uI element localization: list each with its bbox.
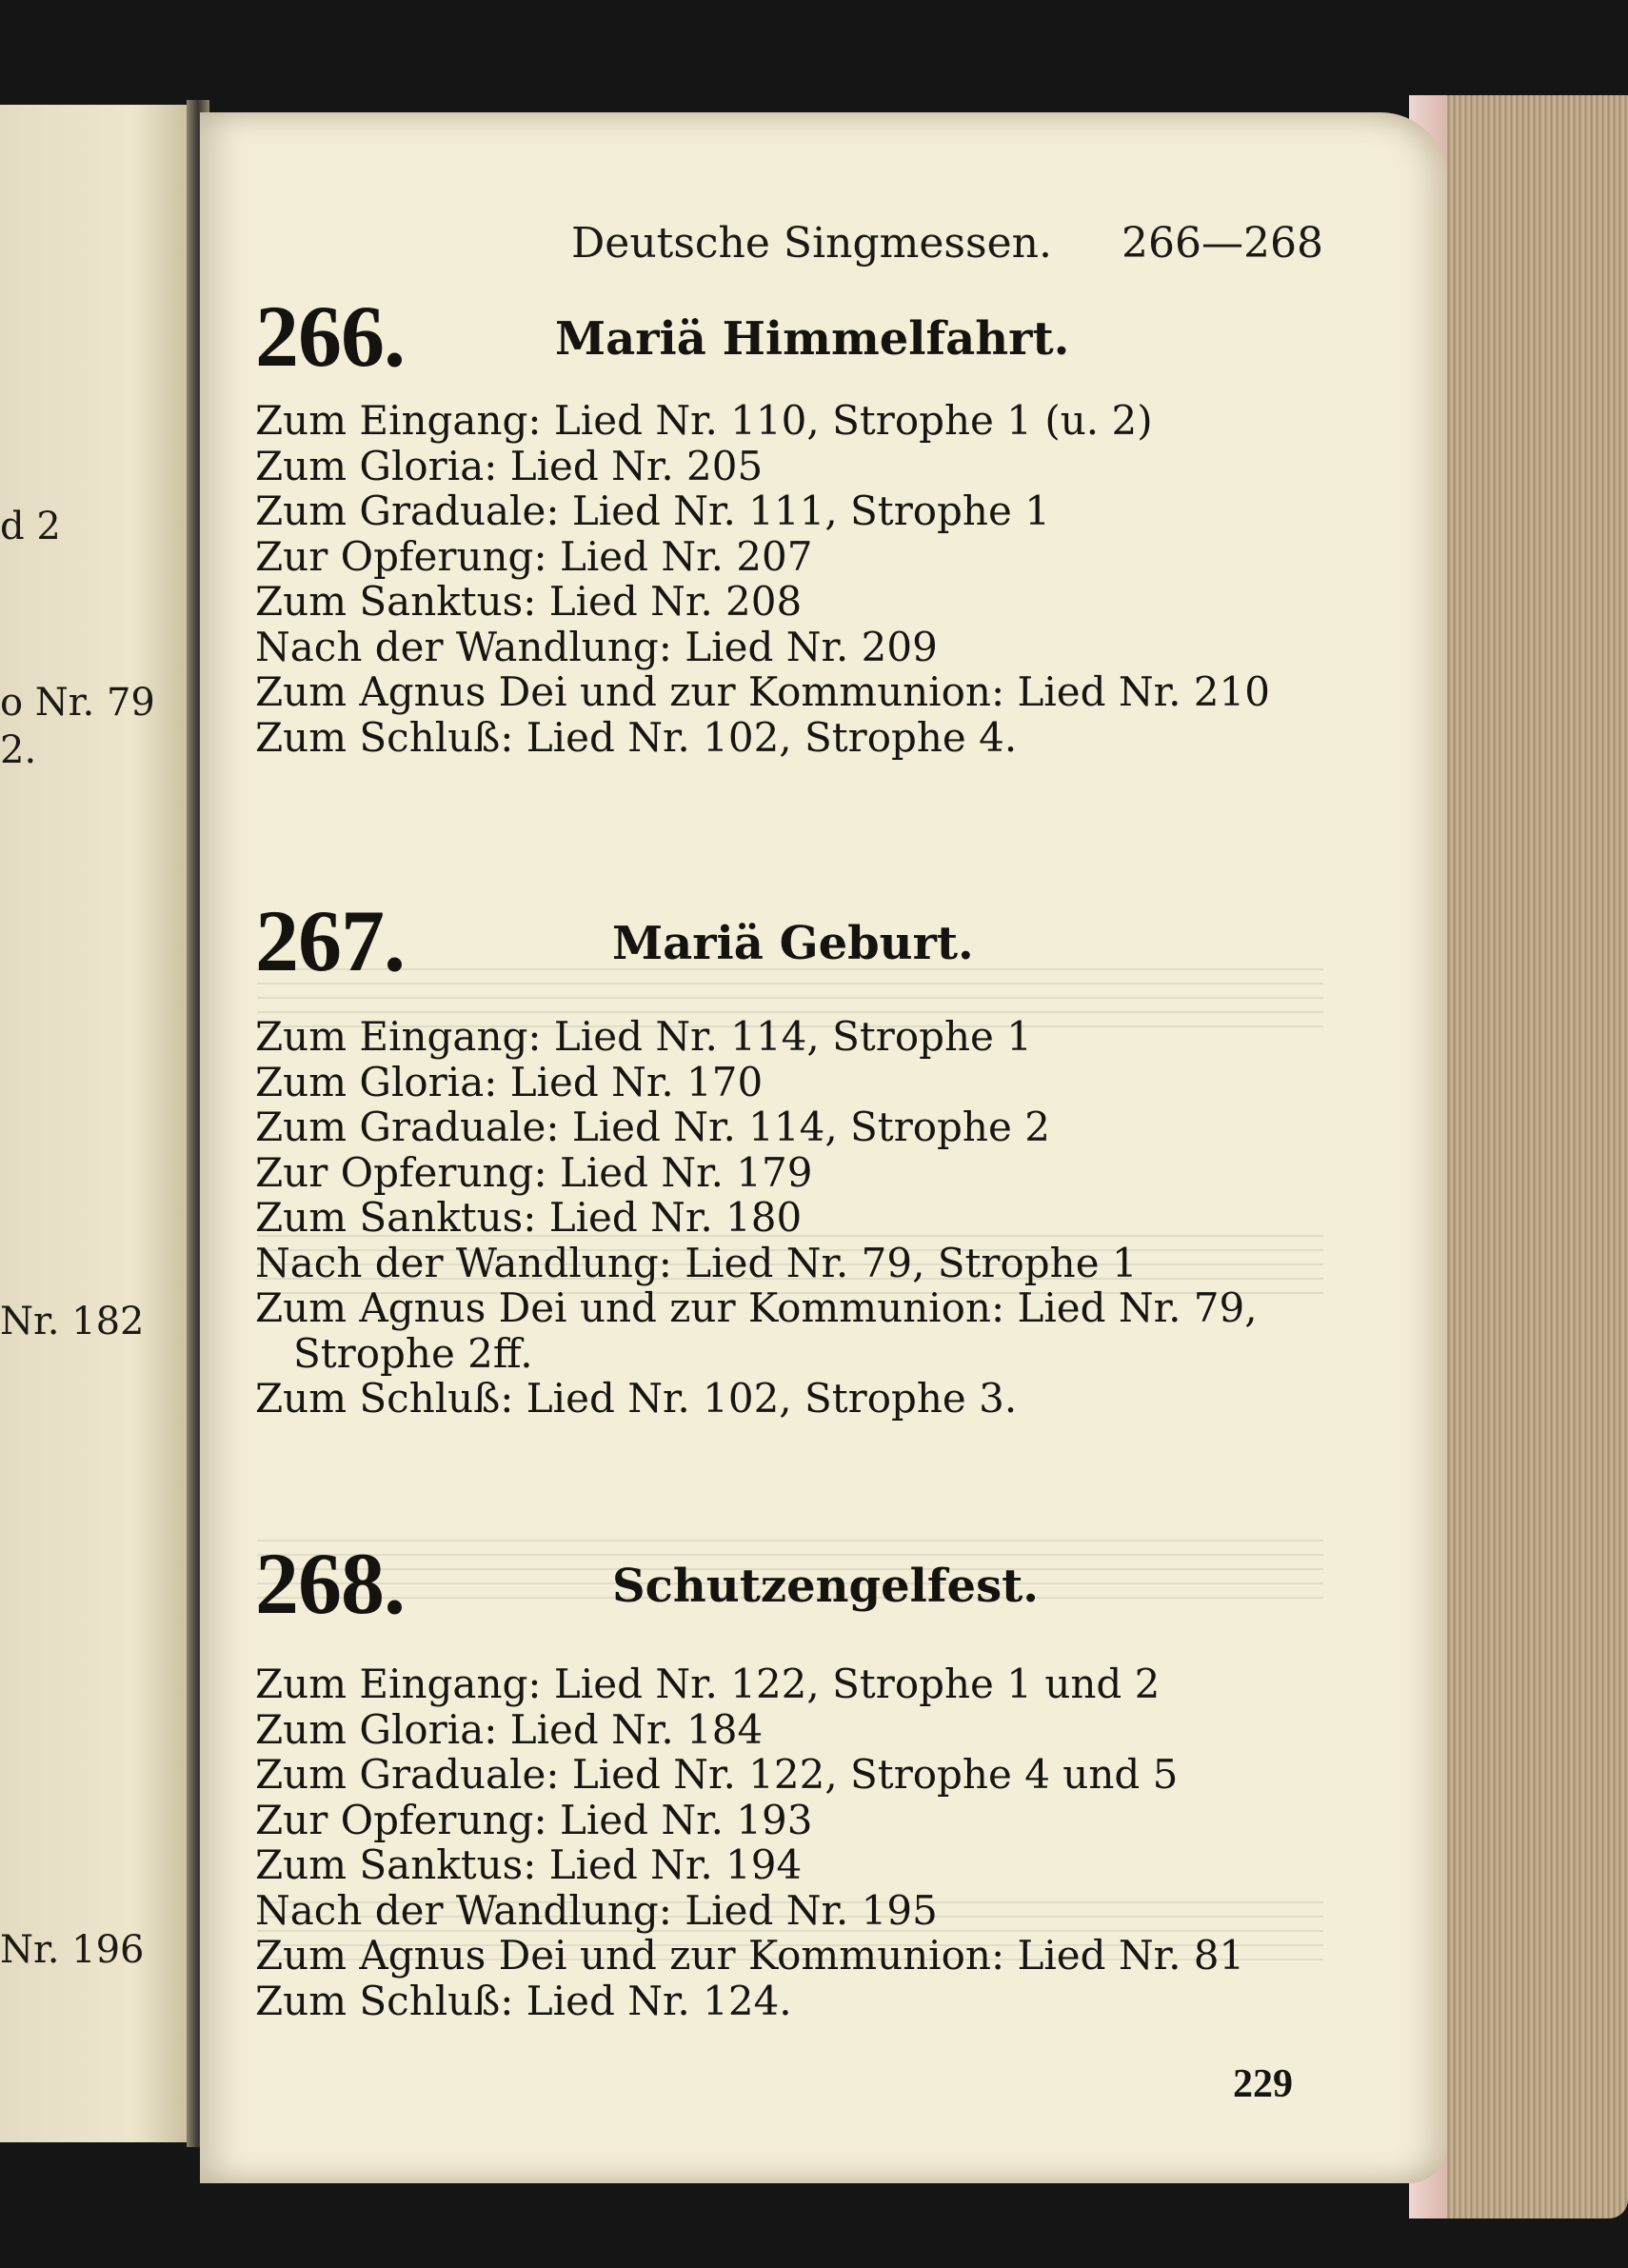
list-item: Zum Graduale: Lied Nr. 111, Strophe 1 <box>255 487 1050 534</box>
section-number: 267. <box>255 892 405 989</box>
list-item: Zum Sanktus: Lied Nr. 180 <box>255 1194 803 1241</box>
list-item: Zur Opferung: Lied Nr. 193 <box>255 1796 813 1843</box>
list-item: Strophe 2ff. <box>293 1329 533 1377</box>
list-item: Zum Agnus Dei und zur Kommunion: Lied Nr. 81 <box>255 1932 1245 1979</box>
list-item: Nach der Wandlung: Lied Nr. 195 <box>255 1886 938 1934</box>
list-item: Nach der Wandlung: Lied Nr. 209 <box>255 623 938 670</box>
left-page <box>0 105 190 2142</box>
list-item: Zum Agnus Dei und zur Kommunion: Lied Nr. 79, <box>255 1284 1258 1331</box>
list-item: Zum Agnus Dei und zur Kommunion: Lied Nr. 210 <box>255 668 1270 715</box>
list-item: Nach der Wandlung: Lied Nr. 79, Strophe 1 <box>255 1239 1138 1286</box>
left-page-fragment: 2. <box>0 728 37 772</box>
left-page-fragment: d 2 <box>0 505 61 548</box>
list-item: Zum Schluß: Lied Nr. 124. <box>255 1977 792 2024</box>
section-lines <box>255 1014 1321 1422</box>
page-number: 229 <box>1233 2062 1293 2106</box>
section-title: Schutzengelfest. <box>612 1560 1039 1613</box>
list-item: Zum Schluß: Lied Nr. 102, Strophe 3. <box>255 1375 1018 1422</box>
section-title: Mariä Geburt. <box>612 917 974 970</box>
list-item: Zum Schluß: Lied Nr. 102, Strophe 4. <box>255 713 1018 761</box>
list-item: Zur Opferung: Lied Nr. 207 <box>255 532 813 580</box>
list-item: Zum Eingang: Lied Nr. 110, Strophe 1 (u. 2) <box>255 397 1153 444</box>
left-page-fragment: o Nr. 79 <box>0 681 155 725</box>
left-page-fragment: Nr. 196 <box>0 1928 145 1972</box>
section-lines <box>255 398 1321 760</box>
section-lines <box>255 1661 1321 2023</box>
section-title: Mariä Himmelfahrt. <box>555 312 1070 366</box>
list-item: Zum Eingang: Lied Nr. 114, Strophe 1 <box>255 1013 1032 1060</box>
list-item: Zur Opferung: Lied Nr. 179 <box>255 1148 813 1196</box>
section-number: 266. <box>255 288 405 385</box>
list-item: Zum Graduale: Lied Nr. 122, Strophe 4 und 5 <box>255 1751 1179 1798</box>
list-item: Zum Sanktus: Lied Nr. 194 <box>255 1841 803 1888</box>
running-head-title: Deutsche Singmessen. <box>571 219 1052 268</box>
list-item: Zum Gloria: Lied Nr. 170 <box>255 1058 764 1105</box>
list-item: Zum Graduale: Lied Nr. 114, Strophe 2 <box>255 1104 1050 1150</box>
list-item: Zum Gloria: Lied Nr. 205 <box>255 442 764 489</box>
list-item: Zum Sanktus: Lied Nr. 208 <box>255 578 803 625</box>
section-number: 268. <box>255 1535 405 1632</box>
left-page-fragment: Nr. 182 <box>0 1300 145 1343</box>
running-head-range: 266—268 <box>1122 219 1323 268</box>
list-item: Zum Gloria: Lied Nr. 184 <box>255 1705 764 1753</box>
list-item: Zum Eingang: Lied Nr. 122, Strophe 1 und 2 <box>255 1661 1161 1707</box>
